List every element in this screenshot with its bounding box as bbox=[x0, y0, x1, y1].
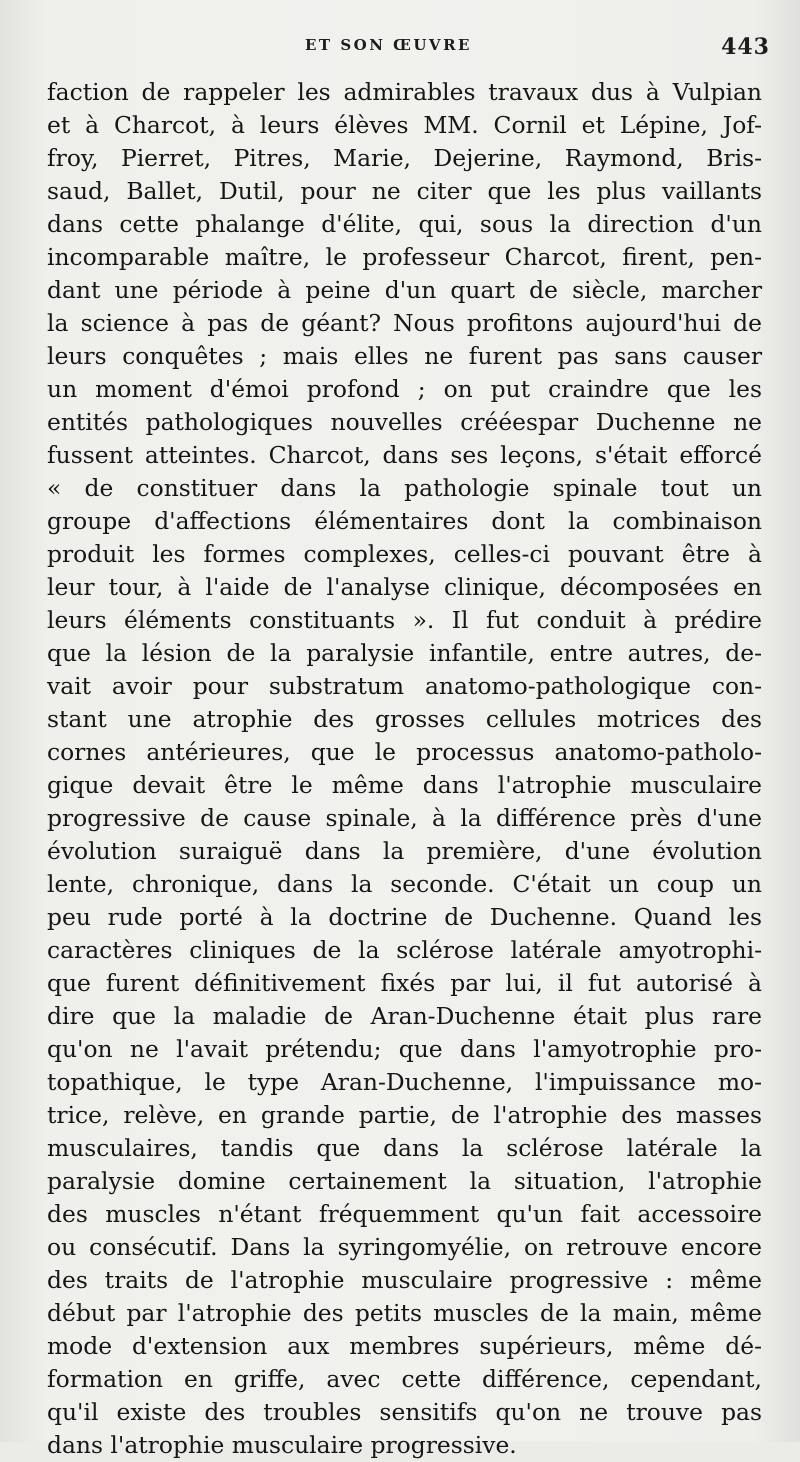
text-line: gique devait être le même dans l'atrophie musculaire bbox=[47, 771, 762, 799]
text-line: progressive de cause spinale, à la différence près d'une bbox=[47, 804, 762, 832]
text-line: mode d'extension aux membres supérieurs, même dé- bbox=[47, 1332, 762, 1360]
text-line: lente, chronique, dans la seconde. C'était un coup un bbox=[47, 870, 762, 898]
text-line: stant une atrophie des grosses cellules motrices des bbox=[47, 705, 762, 733]
text-line: qu'il existe des troubles sensitifs qu'on ne trouve pas bbox=[47, 1398, 762, 1426]
text-line: leur tour, à l'aide de l'analyse clinique, décomposées en bbox=[47, 573, 762, 601]
text-line: début par l'atrophie des petits muscles de la main, même bbox=[47, 1299, 762, 1327]
text-line: dire que la maladie de Aran-Duchenne était plus rare bbox=[47, 1002, 762, 1030]
running-head bbox=[0, 36, 800, 66]
text-line: et à Charcot, à leurs élèves MM. Cornil et Lépine, Jof- bbox=[47, 111, 762, 139]
text-line: des traits de l'atrophie musculaire progressive : même bbox=[47, 1266, 762, 1294]
text-line: des muscles n'étant fréquemment qu'un fait accessoire bbox=[47, 1200, 762, 1228]
text-line: un moment d'émoi profond ; on put craindre que les bbox=[47, 375, 762, 403]
text-line: la science à pas de géant? Nous profitons aujourd'hui de bbox=[47, 309, 762, 337]
body-text bbox=[47, 76, 762, 1462]
text-line: cornes antérieures, que le processus anatomo-patholo- bbox=[47, 738, 762, 766]
text-line: trice, relève, en grande partie, de l'atrophie des masses bbox=[47, 1101, 762, 1129]
text-line: faction de rappeler les admirables travaux dus à Vulpian bbox=[47, 78, 762, 106]
text-line: paralysie domine certainement la situation, l'atrophie bbox=[47, 1167, 762, 1195]
text-line: dans cette phalange d'élite, qui, sous la direction d'un bbox=[47, 210, 762, 238]
text-line: saud, Ballet, Dutil, pour ne citer que les plus vaillants bbox=[47, 177, 762, 205]
text-line: leurs conquêtes ; mais elles ne furent pas sans causer bbox=[47, 342, 762, 370]
text-line: incomparable maître, le professeur Charcot, firent, pen- bbox=[47, 243, 762, 271]
text-line: caractères cliniques de la sclérose latérale amyotrophi- bbox=[47, 936, 762, 964]
text-line: formation en griffe, avec cette différence, cependant, bbox=[47, 1365, 762, 1393]
text-line: dant une période à peine d'un quart de siècle, marcher bbox=[47, 276, 762, 304]
text-line: topathique, le type Aran-Duchenne, l'impuissance mo- bbox=[47, 1068, 762, 1096]
text-line: vait avoir pour substratum anatomo-pathologique con- bbox=[47, 672, 762, 700]
text-line: évolution suraiguë dans la première, d'une évolution bbox=[47, 837, 762, 865]
text-line: leurs éléments constituants ». Il fut conduit à prédire bbox=[47, 606, 762, 634]
text-line: entités pathologiques nouvelles crééespar Duchenne ne bbox=[47, 408, 762, 436]
text-line: groupe d'affections élémentaires dont la combinaison bbox=[47, 507, 762, 535]
text-line: musculaires, tandis que dans la sclérose latérale la bbox=[47, 1134, 762, 1162]
text-line: produit les formes complexes, celles-ci pouvant être à bbox=[47, 540, 762, 568]
text-line: que furent définitivement fixés par lui, il fut autorisé à bbox=[47, 969, 762, 997]
page-number: 443 bbox=[721, 34, 770, 60]
text-line: que la lésion de la paralysie infantile, entre autres, de- bbox=[47, 639, 762, 667]
running-title: ET SON ŒUVRE bbox=[305, 36, 472, 54]
text-line: froy, Pierret, Pitres, Marie, Dejerine, Raymond, Bris- bbox=[47, 144, 762, 172]
text-line: ou consécutif. Dans la syringomyélie, on retrouve encore bbox=[47, 1233, 762, 1261]
text-line: fussent atteintes. Charcot, dans ses leçons, s'était efforcé bbox=[47, 441, 762, 469]
text-line: « de constituer dans la pathologie spinale tout un bbox=[47, 474, 762, 502]
text-line: qu'on ne l'avait prétendu; que dans l'amyotrophie pro- bbox=[47, 1035, 762, 1063]
text-line: peu rude porté à la doctrine de Duchenne. Quand les bbox=[47, 903, 762, 931]
text-line-last: dans l'atrophie musculaire progressive. bbox=[47, 1431, 517, 1459]
